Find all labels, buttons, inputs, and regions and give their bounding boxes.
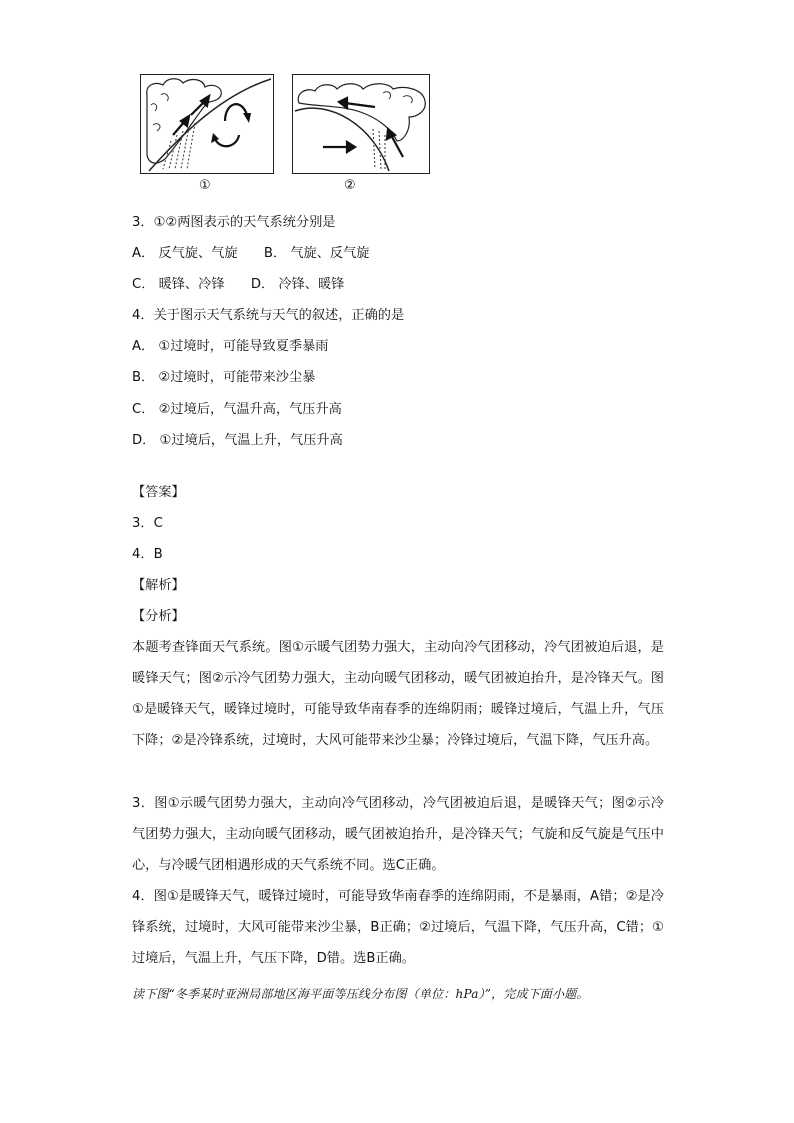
analysis-sub-heading: 【分析】 xyxy=(132,609,185,624)
question-4-option-d: D． ①过境后，气温上升，气压升高 xyxy=(132,433,343,448)
next-question-instruction: 读下图“冬季某时亚洲局部地区海平面等压线分布图（单位：hPa）”，完成下面小题。 xyxy=(132,987,589,1001)
cold-front-diagram xyxy=(293,75,429,173)
question-4-option-b: B． ②过境时，可能带来沙尘暴 xyxy=(132,370,316,385)
explanation-3: 3．图①示暖气团势力强大，主动向冷气团移动，冷气团被迫后退，是暖锋天气；图②示冷气团势力强大，主动向暖气团移动，暖气团被迫抬升，是冷锋天气；气旋和反气旋是气压中心，与冷暖气团相遇形成的天气系统不同。选C正确。 xyxy=(132,796,664,873)
analysis-heading: 【解析】 xyxy=(132,578,185,593)
question-4-option-c: C． ②过境后，气温升高，气压升高 xyxy=(132,402,342,417)
warm-front-diagram xyxy=(141,75,273,173)
analysis-paragraph: 本题考查锋面天气系统。图①示暖气团势力强大，主动向冷气团移动，冷气团被迫后退，是暖锋天气；图②示冷气团势力强大，主动向暖气团移动，暖气团被迫抬升，是冷锋天气。图①是暖锋天气，暖锋过境时，可能导致华南春季的连绵阴雨；暖锋过境后，气温上升，气压下降；②是冷锋系统，过境时，大风可能带来沙尘暴；冷锋过境后，气温下降，气压升高。 xyxy=(132,640,664,748)
figure-cold-front xyxy=(292,74,430,174)
figure-warm-front xyxy=(140,74,274,174)
question-3-options-ab: A． 反气旋、气旋 B． 气旋、反气旋 xyxy=(132,246,370,261)
question-3-options-cd: C． 暖锋、冷锋 D． 冷锋、暖锋 xyxy=(132,277,345,292)
question-4-option-a: A． ①过境时，可能导致夏季暴雨 xyxy=(132,339,329,354)
answer-4: 4．B xyxy=(132,547,163,562)
question-3-stem: 3．①②两图表示的天气系统分别是 xyxy=(132,215,336,230)
question-4-stem: 4．关于图示天气系统与天气的叙述，正确的是 xyxy=(132,308,405,323)
explanation-4: 4．图①是暖锋天气，暖锋过境时，可能导致华南春季的连绵阴雨，不是暴雨，A错；②是冷锋系统，过境时，大风可能带来沙尘暴，B正确；②过境后，气温下降，气压升高，C错；①过境后，气温上升，气压下降，D错。选B正确。 xyxy=(132,889,664,966)
answer-3: 3．C xyxy=(132,516,163,531)
answer-heading: 【答案】 xyxy=(132,485,185,500)
figure-2-label: ② xyxy=(344,178,356,193)
figure-1-label: ① xyxy=(199,178,211,193)
